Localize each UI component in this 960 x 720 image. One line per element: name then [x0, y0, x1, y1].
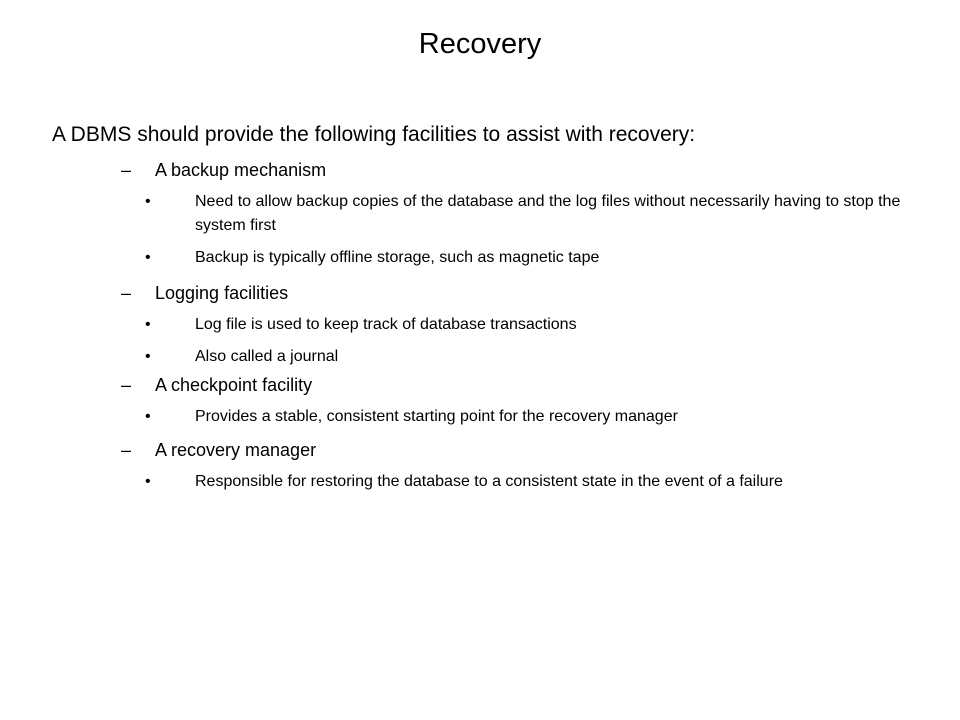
bullet-item: [0, 246, 960, 270]
sub-item-label: A backup mechanism: [155, 160, 327, 180]
section-recovery-manager: [0, 435, 960, 494]
sub-item-label: A checkpoint facility: [155, 375, 313, 395]
slide-title: Recovery: [418, 28, 542, 60]
bullet-marker: •: [145, 316, 151, 333]
section-logging-facilities: [0, 278, 960, 369]
bullet-text: Provides a stable, consistent starting point for the recovery manager: [195, 408, 678, 425]
dash-marker: –: [121, 440, 132, 460]
sub-item: [0, 435, 960, 465]
dash-marker: –: [121, 283, 132, 303]
bullet-marker: •: [145, 348, 151, 365]
section-backup-mechanism: [0, 155, 960, 270]
bullet-marker: •: [145, 473, 151, 490]
bullet-text: Backup is typically offline storage, such as magnetic tape: [195, 249, 600, 266]
bullet-text: Responsible for restoring the database to a consistent state in the event of a failure: [195, 473, 783, 490]
section-checkpoint-facility: [0, 370, 960, 429]
bullet-marker: •: [145, 249, 151, 266]
sub-item-label: Logging facilities: [155, 283, 289, 303]
dash-marker: –: [121, 160, 132, 180]
sub-item: [0, 155, 960, 185]
sub-item-label: A recovery manager: [155, 440, 317, 460]
dash-marker: –: [121, 375, 132, 395]
bullet-text: Need to allow backup copies of the database and the log files without necessarily having to stop the system first: [195, 193, 901, 234]
lead-text: A DBMS should provide the following facilities to assist with recovery:: [52, 123, 696, 146]
bullet-item: [0, 313, 960, 337]
bullet-item: [0, 190, 960, 238]
bullet-text: Log file is used to keep track of database transactions: [195, 316, 577, 333]
bullet-marker: •: [145, 193, 151, 210]
bullet-item: [0, 405, 960, 429]
sub-item: [0, 278, 960, 308]
bullet-item: [0, 470, 960, 494]
sub-item: [0, 370, 960, 400]
bullet-marker: •: [145, 408, 151, 425]
bullet-item: [0, 345, 960, 369]
bullet-text: Also called a journal: [195, 348, 339, 365]
